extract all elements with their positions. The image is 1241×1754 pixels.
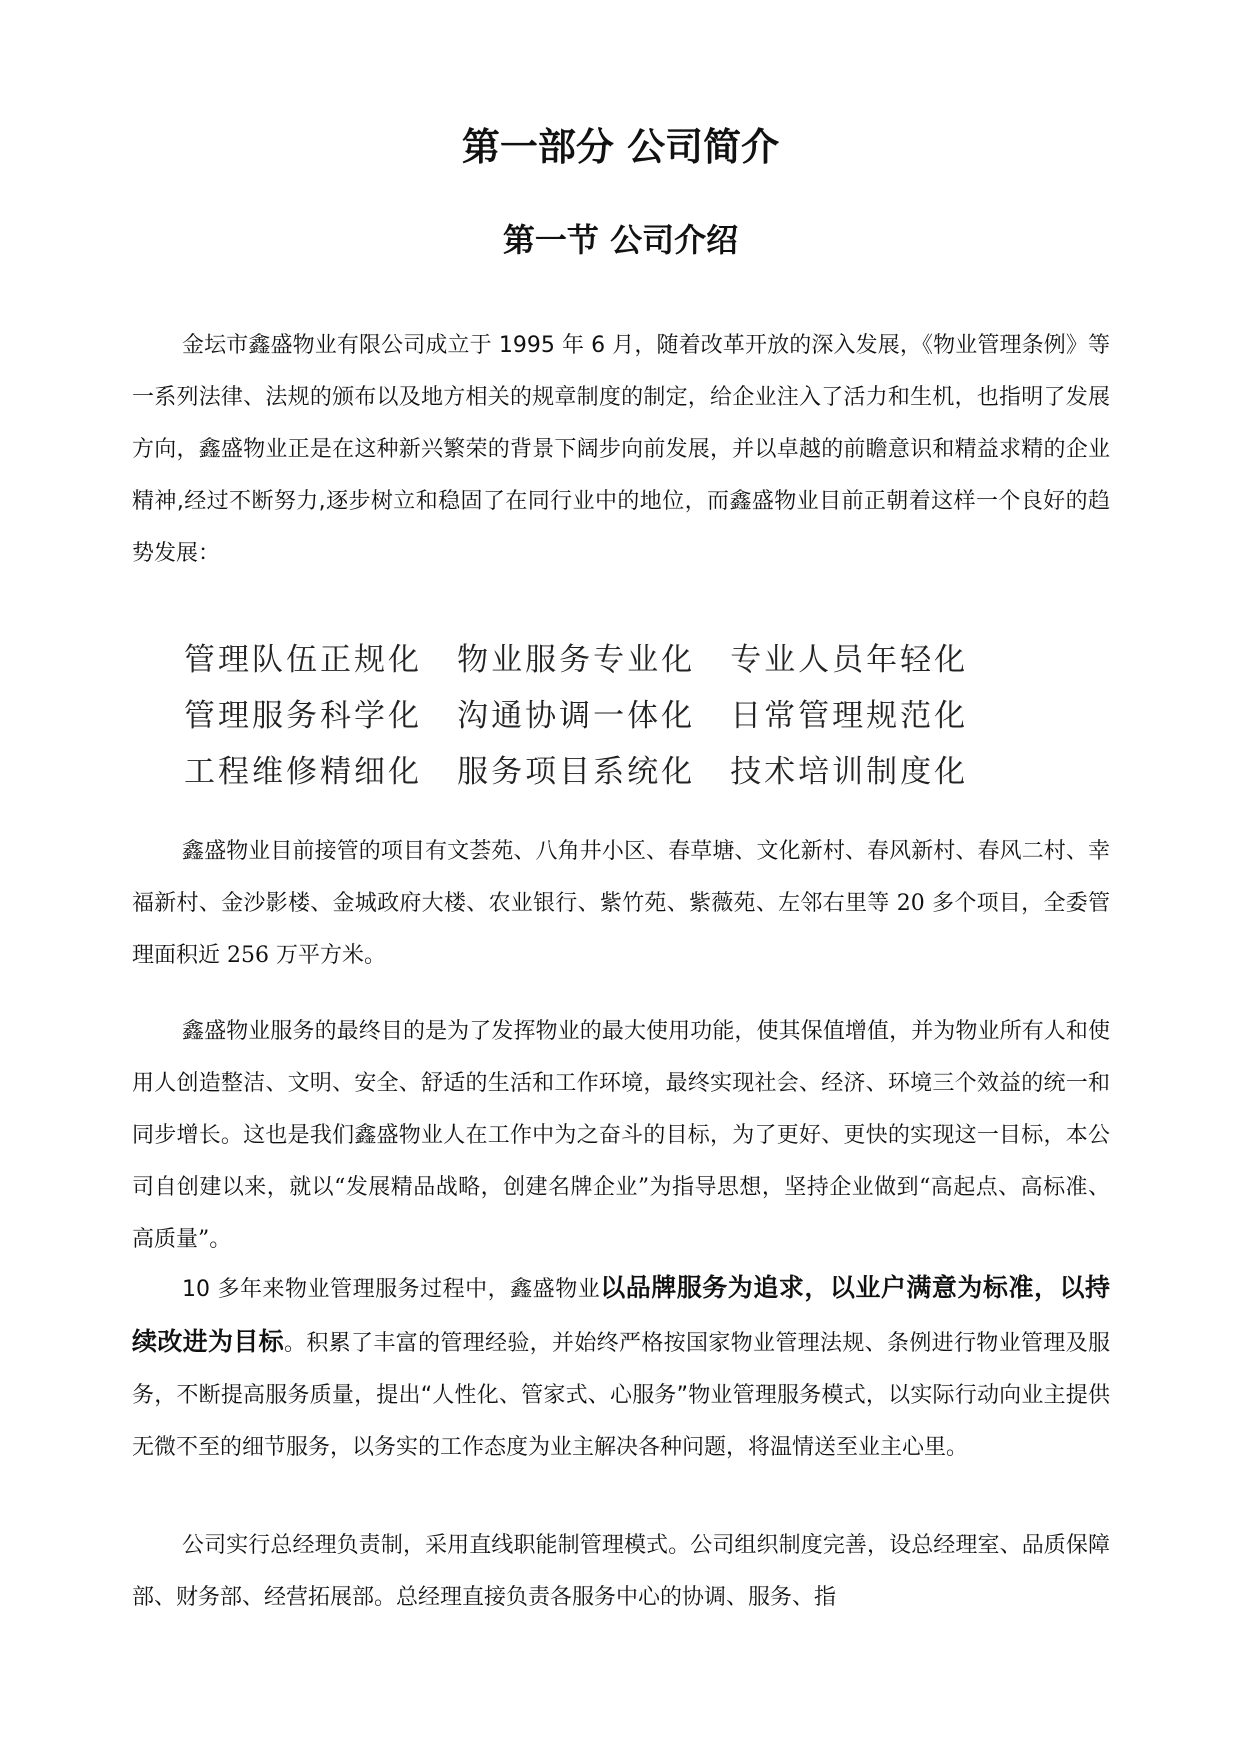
history-rest-text: 。积累了丰富的管理经验，并始终严格按国家物业管理法规、条例进行物业管理及服务，不断提高服务质量，提出“人性化、管家式、心服务”物业管理服务模式，以实际行动向业主提供无微不至的细节服务，以务实的工作态度为业主解决各种问题，将温情送至业主心里。: [132, 1331, 1110, 1460]
slogan: 服务项目系统化: [457, 754, 696, 790]
slogan-row: [184, 744, 1084, 800]
history-lead-text: 10 多年来物业管理服务过程中，鑫盛物业: [182, 1277, 601, 1302]
slogan: 沟通协调一体化: [457, 698, 696, 734]
org-paragraph: 公司实行总经理负责制，采用直线职能制管理模式。公司组织制度完善，设总经理室、品质保障部、财务部、经营拓展部。总经理直接负责各服务中心的协调、服务、指: [132, 1533, 1110, 1610]
slogan: 日常管理规范化: [730, 698, 969, 734]
slogan: 工程维修精细化: [184, 754, 422, 790]
slogan-row: [184, 688, 1084, 744]
slogan: 物业服务专业化: [457, 642, 696, 678]
history-emphasis-text: 以品牌服务为追求，以业户满意为标准，以持续改进为目标: [132, 1273, 1110, 1356]
intro-paragraph: 金坛市鑫盛物业有限公司成立于 1995 年 6 月，随着改革开放的深入发展，《物业管理条例》等一系列法律、法规的颁布以及地方相关的规章制度的制定，给企业注入了活力和生机，也指明了发展方向，鑫盛物业正是在这种新兴繁荣的背景下阔步向前发展，并以卓越的前瞻意识和精益求精的企业精神,经过不断努力,逐步树立和稳固了在同行业中的地位，而鑫盛物业目前正朝着这样一个良好的趋势发展：: [132, 333, 1110, 566]
slogan-row: [184, 632, 1084, 688]
slogan: 管理队伍正规化: [184, 642, 422, 678]
history-paragraph: [132, 1262, 1110, 1474]
section-title: 第一节 公司介绍: [502, 221, 739, 259]
slogan: 技术培训制度化: [730, 754, 969, 790]
part-title: 第一部分 公司简介: [461, 125, 780, 169]
slogan-grid: [184, 632, 1084, 800]
goal-paragraph: 鑫盛物业服务的最终目的是为了发挥物业的最大使用功能，使其保值增值，并为物业所有人和使用人创造整洁、文明、安全、舒适的生活和工作环境，最终实现社会、经济、环境三个效益的统一和同步增长。这也是我们鑫盛物业人在工作中为之奋斗的目标，为了更好、更快的实现这一目标，本公司自创建以来，就以“发展精品战略，创建名牌企业”为指导思想，坚持企业做到“高起点、高标准、高质量”。: [132, 1019, 1110, 1252]
slogan: 管理服务科学化: [184, 698, 422, 734]
projects-paragraph: 鑫盛物业目前接管的项目有文荟苑、八角井小区、春草塘、文化新村、春风新村、春风二村、幸福新村、金沙影楼、金城政府大楼、农业银行、紫竹苑、紫薇苑、左邻右里等 20 多个项目，全委管理面积近 256 万平方米。: [132, 839, 1110, 968]
slogan: 专业人员年轻化: [730, 642, 969, 678]
